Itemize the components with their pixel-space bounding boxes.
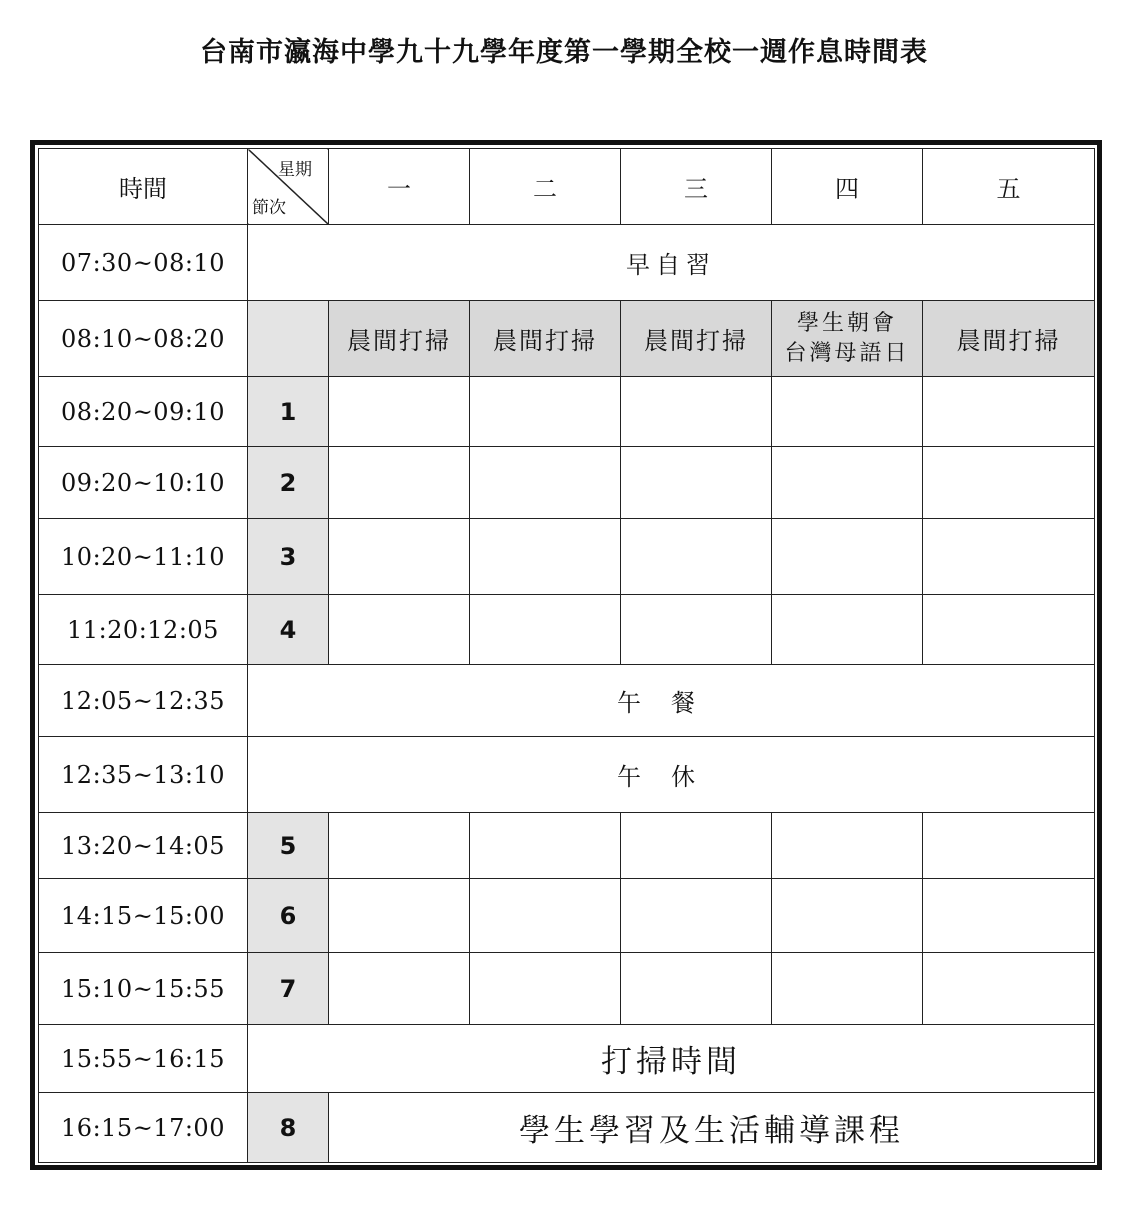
header-day-tue: 二 (470, 149, 621, 225)
class-cell (621, 879, 772, 953)
table-row (39, 519, 1095, 595)
period-cell: 1 (248, 377, 329, 447)
class-cell (329, 377, 470, 447)
class-cell (772, 953, 923, 1025)
class-cell (772, 879, 923, 953)
class-cell (772, 595, 923, 665)
class-cell (772, 813, 923, 879)
period-cell: 7 (248, 953, 329, 1025)
class-cell (329, 879, 470, 953)
class-cell (621, 595, 772, 665)
header-day-thu: 四 (772, 149, 923, 225)
class-cell (923, 595, 1095, 665)
time-cell: 10:20~11:10 (39, 519, 248, 595)
header-time-label: 時間 (39, 149, 248, 225)
schedule-table (38, 148, 1095, 1163)
table-row (39, 737, 1095, 813)
class-cell (470, 879, 621, 953)
header-row (39, 149, 1095, 225)
header-day-wed: 三 (621, 149, 772, 225)
class-cell (772, 447, 923, 519)
class-cell (470, 447, 621, 519)
time-cell: 12:05~12:35 (39, 665, 248, 737)
table-row (39, 225, 1095, 301)
period-cell (248, 301, 329, 377)
header-day-mon: 一 (329, 149, 470, 225)
class-cell (621, 377, 772, 447)
time-cell: 08:10~08:20 (39, 301, 248, 377)
class-cell (772, 377, 923, 447)
time-cell: 09:20~10:10 (39, 447, 248, 519)
class-cell (772, 519, 923, 595)
page-title: 台南市瀛海中學九十九學年度第一學期全校一週作息時間表 (200, 37, 928, 68)
class-cell (329, 813, 470, 879)
time-cell: 15:55~16:15 (39, 1025, 248, 1093)
time-cell: 08:20~09:10 (39, 377, 248, 447)
table-row (39, 377, 1095, 447)
morning-study-cell: 早自習 (248, 225, 1095, 301)
header-weekday-label: 星期 (278, 160, 312, 180)
table-row (39, 665, 1095, 737)
class-cell (923, 813, 1095, 879)
time-cell: 14:15~15:00 (39, 879, 248, 953)
table-row (39, 879, 1095, 953)
mother-tongue-day-line: 台灣母語日 (784, 340, 910, 366)
table-row (39, 1025, 1095, 1093)
class-cell (470, 953, 621, 1025)
class-cell (329, 595, 470, 665)
time-cell: 11:20:12:05 (39, 595, 248, 665)
time-cell: 16:15~17:00 (39, 1093, 248, 1163)
time-cell: 13:20~14:05 (39, 813, 248, 879)
class-cell (923, 953, 1095, 1025)
class-cell (923, 519, 1095, 595)
lunch-cell: 午餐 (248, 665, 1095, 737)
class-cell (621, 447, 772, 519)
assembly-line: 學生朝會 (796, 310, 897, 336)
header-day-fri: 五 (923, 149, 1095, 225)
table-row (39, 595, 1095, 665)
class-cell (329, 519, 470, 595)
morning-clean-cell: 晨間打掃 (329, 301, 470, 377)
table-row (39, 813, 1095, 879)
time-cell: 12:35~13:10 (39, 737, 248, 813)
time-cell: 15:10~15:55 (39, 953, 248, 1025)
table-row (39, 301, 1095, 377)
morning-clean-cell: 晨間打掃 (621, 301, 772, 377)
period-cell: 8 (248, 1093, 329, 1163)
header-period-label: 節次 (252, 198, 286, 218)
morning-clean-cell: 晨間打掃 (470, 301, 621, 377)
period-cell: 5 (248, 813, 329, 879)
class-cell (923, 377, 1095, 447)
class-cell (621, 953, 772, 1025)
class-cell (329, 953, 470, 1025)
class-cell (329, 447, 470, 519)
assembly-cell (772, 301, 923, 377)
period-cell: 3 (248, 519, 329, 595)
class-cell (621, 519, 772, 595)
morning-clean-cell: 晨間打掃 (923, 301, 1095, 377)
period-cell: 6 (248, 879, 329, 953)
time-cell: 07:30~08:10 (39, 225, 248, 301)
table-row (39, 447, 1095, 519)
counseling-course-cell: 學生學習及生活輔導課程 (329, 1093, 1095, 1163)
table-row (39, 1093, 1095, 1163)
period-cell: 4 (248, 595, 329, 665)
class-cell (470, 813, 621, 879)
class-cell (621, 813, 772, 879)
header-diagonal-cell (248, 149, 329, 225)
nap-cell: 午休 (248, 737, 1095, 813)
class-cell (470, 519, 621, 595)
class-cell (923, 879, 1095, 953)
period-cell: 2 (248, 447, 329, 519)
class-cell (470, 595, 621, 665)
class-cell (470, 377, 621, 447)
class-cell (923, 447, 1095, 519)
table-row (39, 953, 1095, 1025)
cleaning-time-cell: 打掃時間 (248, 1025, 1095, 1093)
